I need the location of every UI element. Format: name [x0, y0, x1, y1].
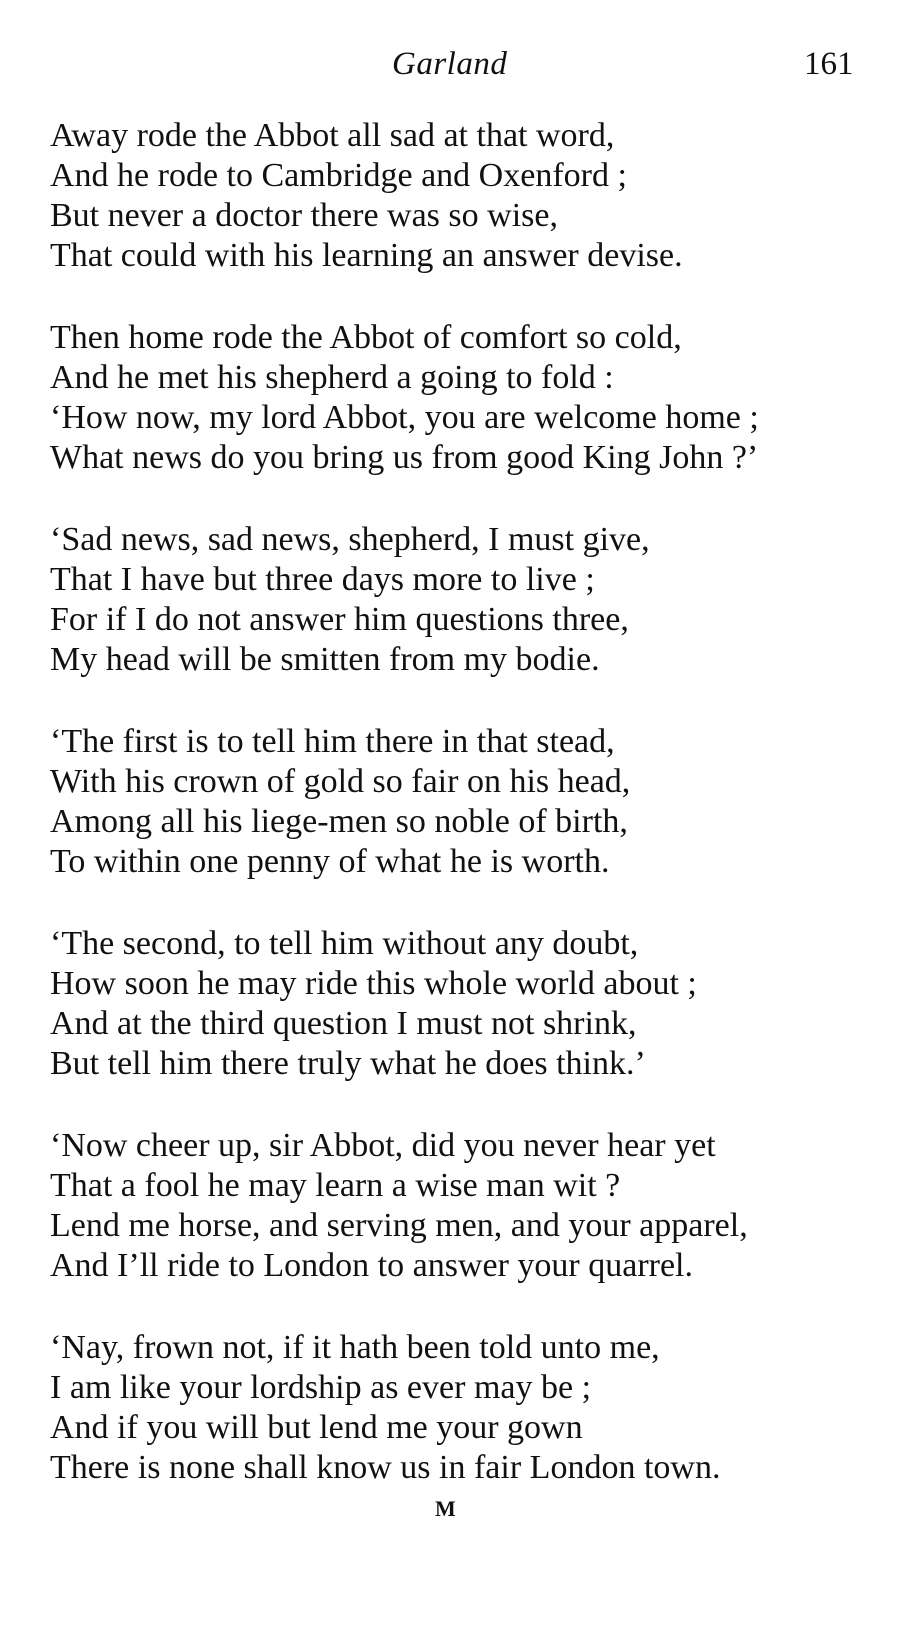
poem-line: Among all his liege-men so noble of birth, — [50, 803, 628, 840]
stanza — [50, 116, 900, 276]
poem-line: That could with his learning an answer devise. — [50, 237, 683, 274]
poem-line: ‘Nay, frown not, if it hath been told unto me, — [50, 1329, 660, 1366]
poem-line: And he met his shepherd a going to fold : — [50, 359, 614, 396]
stanza — [50, 1126, 900, 1286]
poem-line: That I have but three days more to live ; — [50, 561, 595, 598]
page-number: 161 — [804, 46, 854, 82]
poem-line: How soon he may ride this whole world about ; — [50, 965, 697, 1002]
poem-line: Away rode the Abbot all sad at that word, — [50, 117, 615, 154]
poem-line: I am like your lordship as ever may be ; — [50, 1369, 592, 1406]
poem-line: That a fool he may learn a wise man wit ? — [50, 1167, 621, 1204]
poem-line: What news do you bring us from good King John ?’ — [50, 439, 759, 476]
poem-line: To within one penny of what he is worth. — [50, 843, 610, 880]
stanza — [50, 722, 900, 882]
poem-line: For if I do not answer him questions three, — [50, 601, 629, 638]
running-head — [0, 46, 921, 90]
poem-line: And I’ll ride to London to answer your quarrel. — [50, 1247, 693, 1284]
poem-line: Then home rode the Abbot of comfort so cold, — [50, 319, 682, 356]
signature-mark: M — [435, 1496, 456, 1521]
poem-line: With his crown of gold so fair on his head, — [50, 763, 631, 800]
poem-line: There is none shall know us in fair London town. — [50, 1449, 721, 1486]
poem-line: And at the third question I must not shrink, — [50, 1005, 637, 1042]
stanza — [50, 924, 900, 1084]
stanza — [50, 520, 900, 680]
poem-line: ‘The second, to tell him without any doubt, — [50, 925, 639, 962]
stanza — [50, 1328, 900, 1488]
poem-line: But never a doctor there was so wise, — [50, 197, 558, 234]
poem-line: Lend me horse, and serving men, and your apparel, — [50, 1207, 748, 1244]
poem-line: My head will be smitten from my bodie. — [50, 641, 600, 678]
poem-line: ‘Now cheer up, sir Abbot, did you never hear yet — [50, 1127, 716, 1164]
poem-line: ‘The first is to tell him there in that stead, — [50, 723, 615, 760]
stanza — [50, 318, 900, 478]
poem-body — [50, 116, 900, 1530]
poem-line: ‘Sad news, sad news, shepherd, I must give, — [50, 521, 650, 558]
poem-line: But tell him there truly what he does think.’ — [50, 1045, 646, 1082]
poem-line: And he rode to Cambridge and Oxenford ; — [50, 157, 627, 194]
running-title: Garland — [392, 46, 508, 82]
poem-line: And if you will but lend me your gown — [50, 1409, 583, 1446]
poem-line: ‘How now, my lord Abbot, you are welcome home ; — [50, 399, 759, 436]
